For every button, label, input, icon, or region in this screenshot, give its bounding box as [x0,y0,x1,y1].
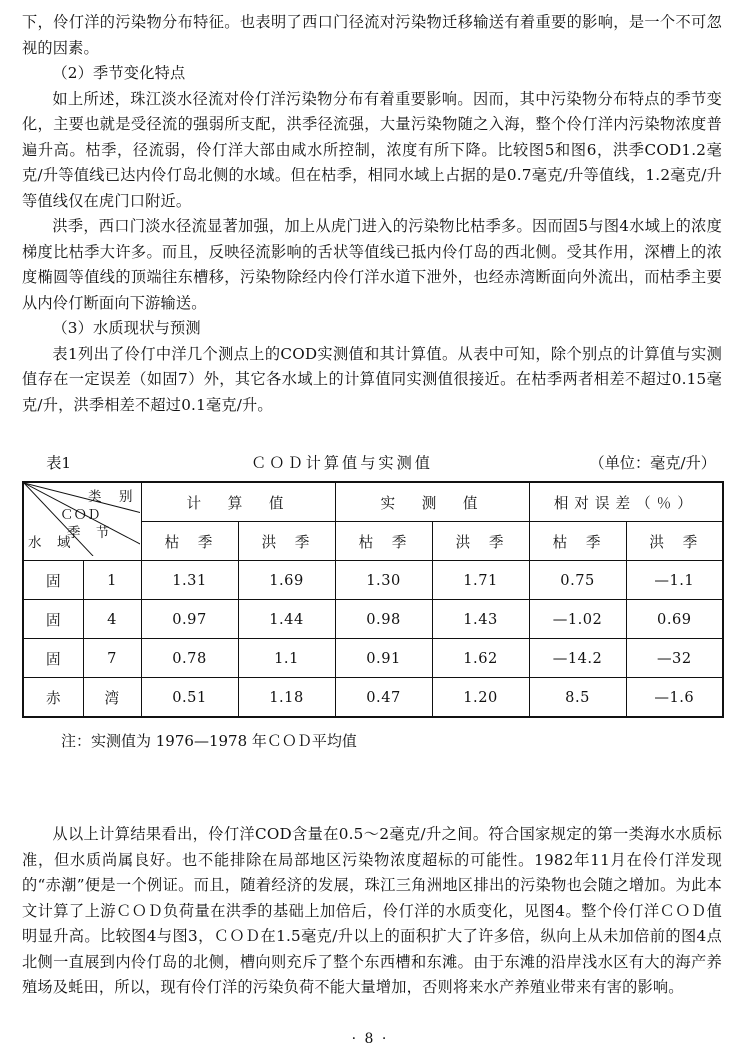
cell-err-dry: 8.5 [529,678,626,718]
table-unit: （单位：毫克/升） [589,454,716,472]
sub-header-meas-flood: 洪 季 [432,522,529,561]
paragraph-2-heading: （2）季节变化特点 [52,64,186,82]
row-point: 1 [83,561,141,600]
paragraph-4: 洪季，西口门淡水径流显著加强，加上从虎门进入的污染物比枯季多。因而固5与图4水域上的浓度梯度比枯季大许多。而且，反映径流影响的舌状等值线已抵内伶仃岛的西北侧。受其作用，深槽上的浓度椭圆等值线的顶端往东槽移，污染物除经内伶仃洋水道下泄外，也经赤湾断面向外流出，而枯季主要从内伶仃断面向下游输送。 [22,217,722,312]
cell-calc-dry: 0.51 [141,678,238,718]
row-region: 固 [23,600,83,639]
cell-calc-flood: 1.1 [238,639,335,678]
corner-label-category: 类 别 [88,489,135,505]
cell-calc-flood: 1.18 [238,678,335,718]
group-header-error: 相对误差（％） [529,482,723,522]
cell-calc-flood: 1.44 [238,600,335,639]
table-title: ＣＯＤ计算值与实测值 [251,454,433,472]
cell-meas-flood: 1.71 [432,561,529,600]
cell-err-flood: —32 [626,639,723,678]
sub-header-calc-dry: 枯 季 [141,522,238,561]
cell-err-dry: —1.02 [529,600,626,639]
cell-err-flood: 0.69 [626,600,723,639]
sub-header-err-dry: 枯 季 [529,522,626,561]
corner-label-season: 季 节 [67,525,111,541]
paragraph-3: 如上所述，珠江淡水径流对伶仃洋污染物分布有着重要影响。因而，其中污染物分布特点的季节变化，主要也就是受径流的强弱所支配，洪季径流强，大量污染物随之入海，整个伶仃洋内污染物浓度普遍升高。枯季，径流弱，伶仃洋大部由咸水所控制，浓度有所下降。比较图5和图6，洪季COD1.2毫克/升等值线已达内伶仃岛北侧的水域。但在枯季，相同水域上占据的是0.7毫克/升等值线，1.2毫克/升等值线仅在虎门口附近。 [22,89,722,210]
corner-label-region: 水 域 [28,535,72,551]
cell-calc-dry: 0.78 [141,639,238,678]
sub-header-meas-dry: 枯 季 [335,522,432,561]
cod-table [22,481,724,718]
paragraph-7: 从以上计算结果看出，伶仃洋COD含量在0.5～2毫克/升之间。符合国家规定的第一类海水水质标准，但水质尚属良好。也不能排除在局部地区污染物浓度超标的可能性。1982年11月在伶仃洋发现的“赤潮”便是一个例证。而且，随着经济的发展，珠江三角洲地区排出的污染物也会随之增加。为此本文计算了上游ＣＯＤ负荷量在洪季的基础上加倍后，伶仃洋的水质变化，见图4。整个伶仃洋ＣＯＤ值明显升高。比较图4与图3，ＣＯＤ在1.5毫克/升以上的面积扩大了许多倍，纵向上从未加倍前的图4点北侧一直展到内伶仃岛的北侧，槽向则充斥了整个东西槽和东滩。由于东滩的沿岸浅水区有大的海产养殖场及蚝田，所以，现有伶仃洋的污染负荷不能大量增加，否则将来水产养殖业带来有害的影响。 [22,825,722,996]
top-text-block [22,10,722,418]
cell-err-flood: —1.6 [626,678,723,718]
paragraph-6: 表1列出了伶仃中洋几个测点上的COD实测值和其计算值。从表中可知，除个别点的计算值与实测值存在一定误差（如固7）外，其它各水域上的计算值同实测值很接近。在枯季两者相差不超过0.15毫克/升，洪季相差不超过0.1毫克/升。 [22,344,722,414]
group-header-calculated: 计 算 值 [141,482,335,522]
cell-err-dry: 0.75 [529,561,626,600]
table-note: 注：实测值为 1976—1978 年ＣＯＤ平均值 [61,732,357,750]
table-row [23,561,723,600]
cell-calc-flood: 1.69 [238,561,335,600]
row-point: 7 [83,639,141,678]
page-number: · 8 · [351,1031,389,1047]
corner-label-cod: ＣＯＤ [60,507,101,523]
row-region: 固 [23,561,83,600]
group-header-measured: 实 测 值 [335,482,529,522]
table-number: 表1 [46,454,72,472]
row-point: 湾 [83,678,141,718]
sub-header-err-flood: 洪 季 [626,522,723,561]
cod-table-block [22,452,722,751]
cell-calc-dry: 1.31 [141,561,238,600]
cell-err-dry: —14.2 [529,639,626,678]
row-region: 赤 [23,678,83,718]
cell-meas-dry: 1.30 [335,561,432,600]
cell-meas-dry: 0.98 [335,600,432,639]
row-region: 固 [23,639,83,678]
cell-meas-flood: 1.20 [432,678,529,718]
paragraph-5-heading: （3）水质现状与预测 [52,319,201,337]
cell-calc-dry: 0.97 [141,600,238,639]
table-row [23,600,723,639]
paragraph-1: 下，伶仃洋的污染物分布特征。也表明了西口门径流对污染物迁移输送有着重要的影响，是一个不可忽视的因素。 [22,13,722,57]
sub-header-calc-flood: 洪 季 [238,522,335,561]
table-row [23,678,723,718]
table-caption [22,452,722,473]
table-row [23,639,723,678]
cell-meas-dry: 0.91 [335,639,432,678]
row-point: 4 [83,600,141,639]
cell-meas-flood: 1.62 [432,639,529,678]
cell-meas-dry: 0.47 [335,678,432,718]
bottom-text-block [22,822,722,1001]
table-corner-cell [23,482,141,561]
cell-meas-flood: 1.43 [432,600,529,639]
cell-err-flood: —1.1 [626,561,723,600]
